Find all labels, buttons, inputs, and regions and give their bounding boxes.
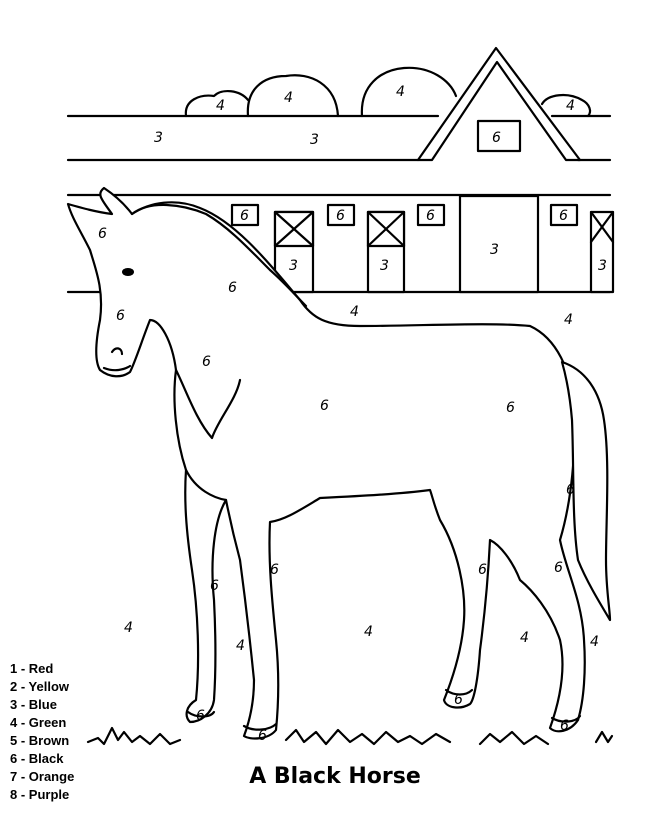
number-sky: 3 (310, 132, 319, 148)
legend-item-yellow: 2 - Yellow (10, 679, 70, 694)
legend-item-brown: 5 - Brown (10, 733, 70, 748)
number-bush: 4 (566, 98, 575, 114)
number-horse: 6 (270, 562, 279, 578)
number-ground: 4 (236, 638, 245, 654)
number-horse: 6 (506, 400, 515, 416)
number-sky: 3 (490, 242, 499, 258)
number-ground: 4 (350, 304, 359, 320)
number-ground: 4 (564, 312, 573, 328)
number-horse: 6 (566, 482, 575, 498)
back-building (68, 116, 610, 160)
number-sky: 3 (598, 258, 607, 274)
number-horse: 6 (202, 354, 211, 370)
number-horse: 6 (116, 308, 125, 324)
number-sky: 3 (154, 130, 163, 146)
legend-item-red: 1 - Red (10, 661, 54, 676)
number-barn: 6 (492, 130, 501, 146)
number-sky: 3 (289, 258, 298, 274)
number-barn: 6 (240, 208, 249, 224)
number-horse: 6 (196, 708, 205, 724)
number-horse: 6 (478, 562, 487, 578)
legend-item-green: 4 - Green (10, 715, 67, 730)
number-horse: 6 (98, 226, 107, 242)
number-horse: 6 (258, 728, 267, 744)
number-bush: 4 (396, 84, 405, 100)
number-ground: 4 (124, 620, 133, 636)
number-horse: 6 (454, 692, 463, 708)
number-horse: 6 (210, 578, 219, 594)
number-horse: 6 (320, 398, 329, 414)
number-horse: 6 (228, 280, 237, 296)
grass (88, 728, 612, 744)
number-horse: 6 (554, 560, 563, 576)
page-title: A Black Horse (249, 764, 421, 789)
number-barn: 6 (426, 208, 435, 224)
number-horse: 6 (560, 718, 569, 734)
legend-item-orange: 7 - Orange (10, 769, 75, 784)
legend-item-purple: 8 - Purple (10, 787, 70, 802)
number-ground: 4 (364, 624, 373, 640)
number-sky: 3 (380, 258, 389, 274)
number-barn: 6 (559, 208, 568, 224)
number-ground: 4 (590, 634, 599, 650)
number-bush: 4 (284, 90, 293, 106)
number-bush: 4 (216, 98, 225, 114)
legend-item-black: 6 - Black (10, 751, 64, 766)
legend-item-blue: 3 - Blue (10, 697, 57, 712)
number-barn: 6 (336, 208, 345, 224)
number-ground: 4 (520, 630, 529, 646)
